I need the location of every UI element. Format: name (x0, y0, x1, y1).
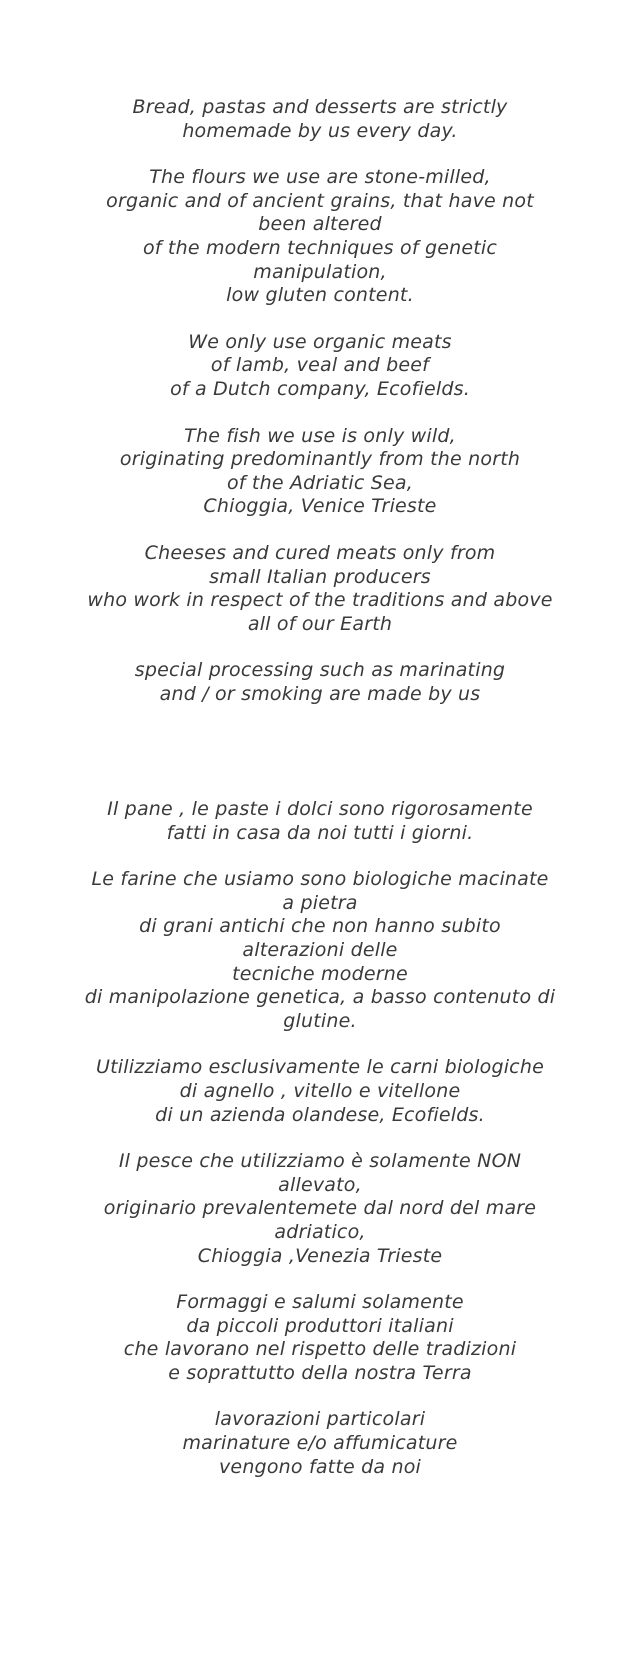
text-line: and / or smoking are made by us (159, 682, 481, 705)
italian-paragraph (0, 868, 640, 1033)
text-line: di manipolazione genetica, a basso contenuto di (84, 986, 556, 1009)
text-line: been altered (258, 213, 382, 236)
text-line: Bread, pastas and desserts are strictly (132, 96, 508, 118)
text-line: da piccoli produttori italiani (186, 1314, 454, 1337)
english-paragraph (0, 331, 640, 402)
italian-paragraph (0, 1408, 640, 1479)
text-line: The flours we use are stone-milled, (149, 166, 491, 189)
english-section (0, 96, 640, 729)
text-line: Chioggia ,Venezia Trieste (197, 1244, 443, 1267)
text-line: di un azienda olandese, Ecofields. (155, 1103, 485, 1126)
text-line: homemade by us every day. (182, 119, 458, 142)
english-paragraph (0, 425, 640, 519)
text-line: adriatico, (274, 1220, 366, 1243)
english-paragraph (0, 96, 640, 143)
text-line: Il pesce che utilizziamo è solamente NON (118, 1150, 522, 1173)
text-line: di agnello , vitello e vitellone (179, 1079, 461, 1102)
text-line: vengono fatte da noi (218, 1455, 421, 1478)
text-line: Le farine che usiamo sono biologiche macinate (91, 868, 549, 891)
english-paragraph (0, 659, 640, 706)
text-line: The fish we use is only wild, (184, 424, 456, 447)
text-line: lavorazioni particolari (214, 1408, 426, 1431)
italian-paragraph (0, 798, 640, 845)
text-line: organic and of ancient grains, that have not (106, 189, 534, 212)
text-line: che lavorano nel rispetto delle tradizioni (123, 1338, 517, 1361)
text-line: of the Adriatic Sea, (226, 471, 413, 494)
text-line: Utilizziamo esclusivamente le carni biologiche (96, 1056, 544, 1079)
text-line: Il pane , le paste i dolci sono rigorosamente (107, 798, 533, 820)
italian-paragraph (0, 1056, 640, 1127)
text-line: Chioggia, Venice Trieste (203, 495, 437, 518)
text-line: who work in respect of the traditions and above (87, 589, 553, 612)
text-line: low gluten content. (226, 284, 414, 307)
text-line: tecniche moderne (232, 962, 408, 985)
text-line: We only use organic meats (188, 330, 452, 353)
text-line: small Italian producers (209, 565, 431, 588)
text-line: manipulation, (253, 260, 387, 283)
text-line: allevato, (278, 1173, 362, 1196)
text-line: Cheeses and cured meats only from (144, 541, 496, 564)
text-line: Formaggi e salumi solamente (176, 1291, 464, 1314)
text-line: fatti in casa da noi tutti i giorni. (166, 821, 474, 844)
english-paragraph (0, 166, 640, 308)
italian-section (0, 798, 640, 1502)
text-line: special processing such as marinating (134, 659, 506, 682)
text-line: all of our Earth (247, 612, 393, 635)
text-line: originario prevalentemete dal nord del mare (103, 1197, 537, 1220)
text-line: of a Dutch company, Ecofields. (170, 377, 470, 400)
text-line: alterazioni delle (242, 938, 398, 961)
text-line: of lamb, veal and beef (210, 354, 430, 377)
text-line: marinature e/o affumicature (182, 1432, 458, 1455)
text-line: originating predominantly from the north (119, 448, 521, 471)
english-paragraph (0, 542, 640, 636)
text-line: of the modern techniques of genetic (142, 236, 498, 259)
text-line: glutine. (283, 1009, 357, 1032)
text-line: e soprattutto della nostra Terra (168, 1361, 472, 1384)
italian-paragraph (0, 1291, 640, 1385)
italian-paragraph (0, 1150, 640, 1268)
text-line: a pietra (282, 891, 358, 914)
text-line: di grani antichi che non hanno subito (139, 915, 501, 938)
